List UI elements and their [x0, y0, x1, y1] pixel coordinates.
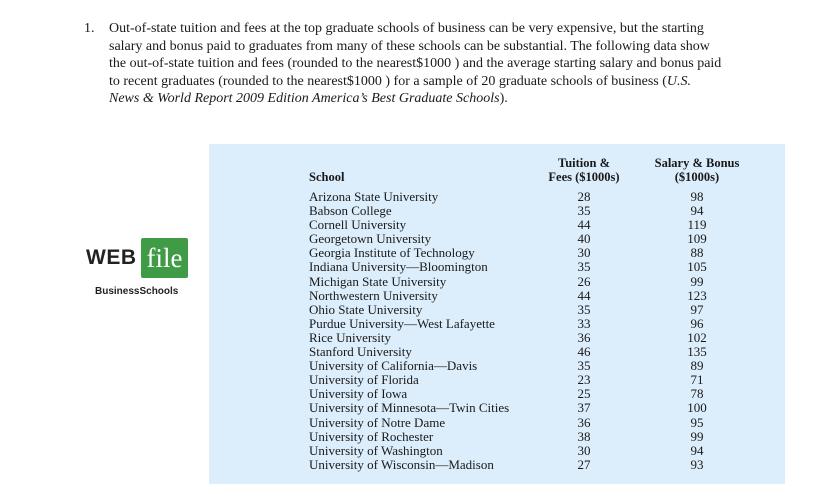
table-row	[209, 232, 785, 246]
table-row	[209, 444, 785, 458]
salary-cell: 88	[690, 245, 704, 261]
table-row	[209, 246, 785, 260]
problem-text-main: Out-of-state tuition and fees at the top graduate schools of business can be very expensive, but the starting salary and bonus paid to graduates from many of these schools can be substantial. The following data show the out-of-state tuition and fees (rounded to the nearest$1000 ) and the average starting salary and bonus paid to recent graduates (rounded to the nearest$1000 ) for a sample of 20 graduate schools of business (	[109, 21, 722, 89]
tuition-cell: 33	[577, 315, 591, 331]
webfile-web-text: WEB	[86, 246, 137, 269]
salary-cell: 102	[687, 329, 707, 345]
problem-text	[109, 20, 724, 108]
school-cell: University of Minnesota—Twin Cities	[309, 400, 510, 416]
salary-cell: 119	[687, 217, 707, 233]
table-row	[209, 430, 785, 444]
data-table-panel	[209, 144, 785, 484]
problem-statement	[84, 20, 724, 108]
salary-cell: 97	[690, 301, 704, 317]
salary-cell: 71	[690, 372, 704, 388]
tuition-cell: 40	[577, 231, 591, 247]
school-cell: Babson College	[309, 203, 392, 219]
table-row	[209, 190, 785, 204]
tuition-cell: 36	[577, 329, 591, 345]
tuition-cell: 25	[577, 386, 591, 402]
school-cell: University of Washington	[309, 442, 443, 458]
webfile-file-badge: file	[141, 238, 189, 278]
school-cell: Cornell University	[309, 217, 407, 233]
table-row	[209, 275, 785, 289]
school-cell: Northwestern University	[309, 287, 438, 303]
tuition-cell: 38	[577, 428, 591, 444]
school-cell: University of Rochester	[309, 428, 434, 444]
school-cell: University of Notre Dame	[309, 414, 446, 430]
problem-number: 1.	[84, 21, 95, 36]
school-cell: Purdue University—West Lafayette	[309, 315, 495, 331]
school-cell: Georgia Institute of Technology	[309, 245, 475, 261]
school-cell: University of Iowa	[309, 386, 408, 402]
table-row	[209, 331, 785, 345]
header-tuition-line1: Tuition &	[558, 156, 610, 170]
salary-cell: 96	[690, 315, 704, 331]
problem-text-end: ).	[499, 91, 508, 107]
salary-cell: 95	[690, 414, 704, 430]
table-row	[209, 260, 785, 274]
school-cell: University of California—Davis	[309, 358, 478, 374]
school-cell: Michigan State University	[309, 273, 447, 289]
tuition-cell: 36	[577, 414, 591, 430]
header-school: School	[309, 170, 345, 184]
header-salary-line2: ($1000s)	[674, 170, 720, 184]
school-cell: Ohio State University	[309, 301, 423, 317]
salary-cell: 89	[690, 358, 704, 374]
table-row	[209, 303, 785, 317]
table-row	[209, 289, 785, 303]
header-salary	[642, 156, 752, 184]
salary-cell: 78	[690, 386, 704, 402]
tuition-cell: 27	[577, 456, 591, 472]
school-cell: University of Wisconsin—Madison	[309, 456, 494, 472]
salary-cell: 94	[690, 203, 704, 219]
salary-cell: 105	[687, 259, 707, 275]
webfile-caption: BusinessSchools	[95, 286, 179, 297]
school-cell: Georgetown University	[309, 231, 432, 247]
school-cell: Rice University	[309, 329, 391, 345]
tuition-cell: 35	[577, 203, 591, 219]
table-body	[209, 190, 785, 472]
table-row	[209, 416, 785, 430]
tuition-cell: 46	[577, 344, 591, 360]
tuition-cell: 37	[577, 400, 591, 416]
table-row	[209, 345, 785, 359]
tuition-cell: 26	[577, 273, 591, 289]
salary-cell: 123	[687, 287, 707, 303]
table-row	[209, 458, 785, 472]
school-cell: University of Florida	[309, 372, 419, 388]
tuition-cell: 35	[577, 259, 591, 275]
tuition-cell: 35	[577, 358, 591, 374]
salary-cell: 135	[687, 344, 707, 360]
salary-cell: 109	[687, 231, 707, 247]
tuition-cell: 44	[577, 287, 591, 303]
tuition-cell: 44	[577, 217, 591, 233]
table-row	[209, 359, 785, 373]
tuition-cell: 35	[577, 301, 591, 317]
header-tuition	[539, 156, 629, 184]
table-row	[209, 218, 785, 232]
table-row	[209, 373, 785, 387]
tuition-cell: 28	[577, 189, 591, 204]
header-salary-line1: Salary & Bonus	[654, 156, 740, 170]
salary-cell: 99	[690, 428, 704, 444]
table-row	[209, 401, 785, 415]
table-row	[209, 387, 785, 401]
salary-cell: 100	[687, 400, 707, 416]
table-row	[209, 204, 785, 218]
salary-cell: 94	[690, 442, 704, 458]
problem-source: U.S. News & World Report 2009 Edition America’s Best Graduate Schools	[109, 73, 692, 107]
school-cell: Indiana University—Bloomington	[309, 259, 488, 275]
header-tuition-line2: Fees ($1000s)	[548, 170, 620, 184]
salary-cell: 99	[690, 273, 704, 289]
tuition-cell: 30	[577, 442, 591, 458]
salary-cell: 93	[690, 456, 704, 472]
tuition-cell: 23	[577, 372, 591, 388]
tuition-cell: 30	[577, 245, 591, 261]
salary-cell: 98	[690, 189, 704, 204]
school-cell: Arizona State University	[309, 189, 439, 204]
webfile-logo	[86, 238, 188, 278]
school-cell: Stanford University	[309, 344, 412, 360]
table-row	[209, 317, 785, 331]
